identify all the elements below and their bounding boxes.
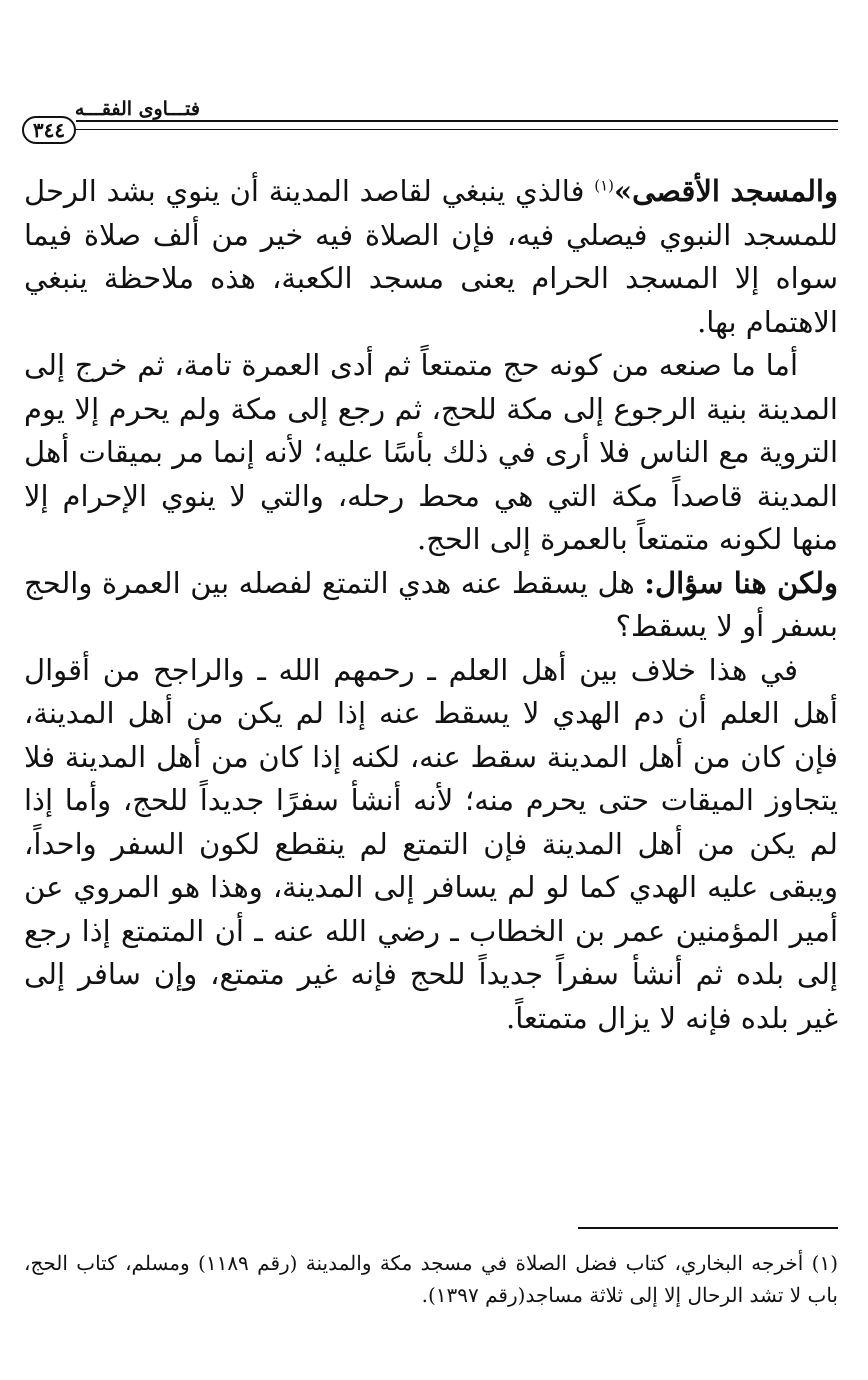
footnote-rule [578, 1227, 838, 1229]
running-title: فتـــاوى الفقـــه [74, 98, 200, 120]
paragraph-4: في هذا خلاف بين أهل العلم ـ رحمهم الله ـ والراجح من أقوال أهل العلم أن دم الهدي لا يسقط عنه إذا لم يكن من أهل المدينة، فإن كان من أهل المدينة سقط عنه، لكنه إذا كان من أهل المدينة فلا يتجاوز الميقات حتى يحرم منه؛ لأنه أنشأ سفرًا جديداً للحج، وأما إذا لم يكن من أهل المدينة فإن التمتع لم ينقطع لكون السفر واحداً، ويبقى عليه الهدي كما لو لم يسافر إلى المدينة، وهذا هو المروي عن أمير المؤمنين عمر بن الخطاب ـ رضي الله عنه ـ أن المتمتع إذا رجع إلى بلده ثم أنشأ سفراً جديداً للحج فإنه غير متمتع، وإن سافر إلى غير بلده فإنه لا يزال متمتعاً. [24, 652, 838, 1035]
page-number: ٣٤٤ [22, 116, 76, 144]
footnote [24, 1247, 838, 1311]
paragraph-3-bold-lead: ولكن هنا سؤال: [644, 565, 838, 600]
body-text [24, 170, 838, 1040]
paragraph-1 [24, 170, 838, 344]
footnote-reference: (١) [594, 176, 615, 195]
header-rule [76, 120, 838, 130]
paragraph-3-text: هل يسقط عنه هدي التمتع لفصله بين العمرة والحج بسفر أو لا يسقط؟ [24, 565, 838, 643]
paragraph-2: أما ما صنعه من كونه حج متمتعاً ثم أدى العمرة تامة، ثم خرج إلى المدينة بنية الرجوع إلى مكة للحج، ثم رجع إلى مكة ولم يحرم إلا يوم التروية مع الناس فلا أرى في ذلك بأسًا عليه؛ لأنه إنما مر بميقات أهل المدينة قاصداً مكة التي هي محط رحله، والتي لا ينوي الإحرام إلا منها لكونه متمتعاً بالعمرة إلى الحج. [24, 348, 838, 556]
paragraph-1-text: فالذي ينبغي لقاصد المدينة أن ينوي بشد الرحل للمسجد النبوي فيصلي فيه، فإن الصلاة فيه خير من ألف صلاة فيما سواه إلا المسجد الحرام يعنى مسجد الكعبة، هذه ملاحظة ينبغي الاهتمام بها. [24, 174, 838, 339]
paragraph-1-bold-lead: والمسجد الأقصى» [614, 174, 838, 208]
paragraph-3 [24, 562, 838, 649]
footnote-text: (١) أخرجه البخاري، كتاب فضل الصلاة في مسجد مكة والمدينة (رقم ١١٨٩) ومسلم، كتاب الحج، باب لا تشد الرحال إلا إلى ثلاثة مساجد(رقم ١٣٩٧). [24, 1251, 838, 1307]
